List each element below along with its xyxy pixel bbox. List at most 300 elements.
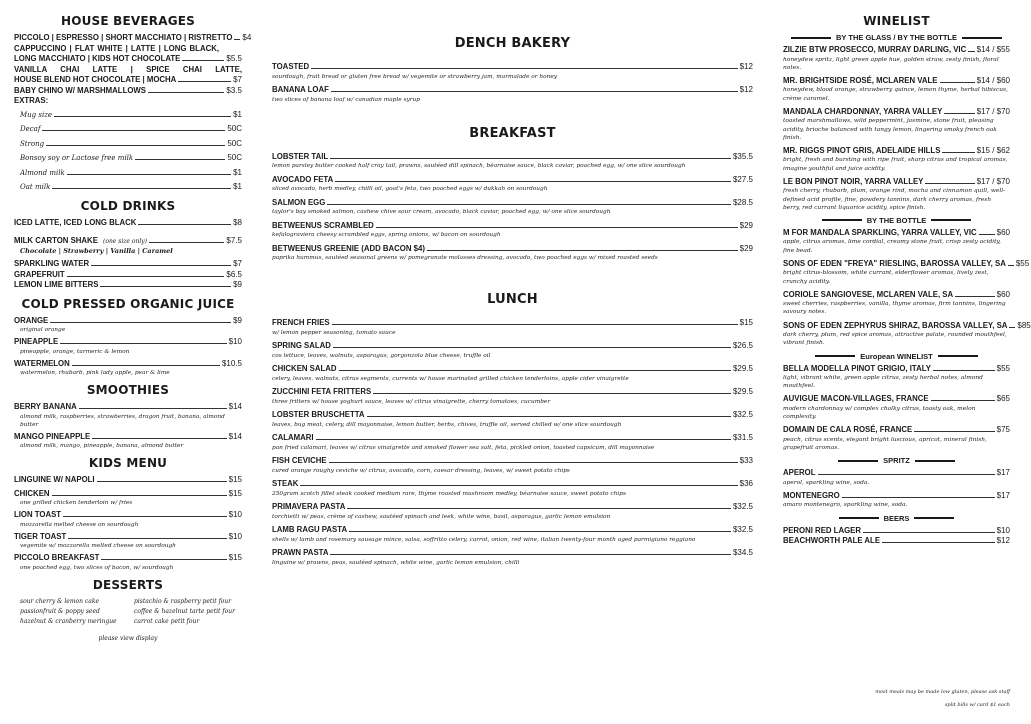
drink-item bbox=[783, 536, 1010, 547]
drink-item bbox=[783, 491, 1010, 510]
section-title: SMOOTHIES bbox=[86, 383, 170, 397]
leader-line bbox=[72, 365, 220, 366]
wine-item bbox=[783, 146, 1010, 173]
menu-item bbox=[272, 548, 753, 567]
menu-item bbox=[272, 479, 753, 498]
item-name: LAMB RAGU PASTA bbox=[272, 525, 348, 534]
leader-line bbox=[68, 538, 226, 539]
dessert-item: passionfruit & poppy seed bbox=[20, 607, 100, 615]
item-price: $14 / $60 bbox=[976, 75, 1010, 85]
leader-line bbox=[1008, 265, 1014, 266]
item-price: $17 / $70 bbox=[976, 106, 1010, 116]
extra-item bbox=[20, 139, 242, 150]
lunch-section bbox=[272, 292, 753, 567]
item-description: sourdough, fruit bread or gluten free bread w/ vegemite or strawberry jam, marmalade or honey bbox=[272, 73, 558, 80]
item-price: $55 bbox=[1015, 258, 1030, 268]
item-price: $15 bbox=[228, 475, 242, 484]
wine-item bbox=[783, 364, 1010, 391]
dessert-item: coffee & hazelnut tarte petit four bbox=[134, 607, 235, 615]
leader-line bbox=[367, 416, 731, 417]
item-name: MANGO PINEAPPLE bbox=[14, 431, 91, 441]
smoothies-section bbox=[14, 383, 242, 450]
wine-item bbox=[783, 425, 1010, 452]
leader-line bbox=[52, 188, 231, 189]
item-name: SPRING SALAD bbox=[272, 341, 331, 350]
leader-line bbox=[100, 286, 231, 287]
extra-name: Mug size bbox=[20, 110, 53, 119]
leader-line bbox=[818, 474, 995, 475]
item-description: lemon parsley butter cooked half cray tail, prawns, sautéed dill spinach, béarnaise sauce, black caviar, poached egg, w/ one slice sourdough bbox=[272, 163, 686, 169]
item-name: CHICKEN bbox=[14, 488, 50, 498]
item-price: $14 bbox=[228, 402, 242, 411]
item-price: $17 bbox=[996, 490, 1010, 500]
item-name: SONS OF EDEN "FREYA" RIESLING, BAROSSA VALLEY, SA bbox=[783, 258, 1006, 268]
item-name: BETWEENUS GREENIE (ADD BACON $4) bbox=[272, 243, 425, 253]
menu-item bbox=[14, 54, 242, 65]
item-description: shells w/ lamb and rosemary sausage mince, salsa, soffritto celery, carrot, onion, red wine, italian twenty-four month aged parmigiano reggiano bbox=[272, 536, 696, 543]
leader-line bbox=[968, 51, 974, 52]
wine-item bbox=[783, 290, 1010, 317]
section-title: HOUSE BEVERAGES bbox=[60, 14, 196, 28]
leader-line bbox=[944, 113, 974, 114]
item-price: $29 bbox=[739, 220, 753, 230]
item-name: LONG MACCHIATO | KIDS HOT CHOCOLATE bbox=[14, 54, 181, 63]
item-name: BABY CHINO W/ MARSHMALLOWS bbox=[14, 85, 146, 95]
item-description: pineapple, orange, turmeric & lemon bbox=[20, 348, 130, 355]
extra-name: Almond milk bbox=[20, 168, 65, 177]
menu-item bbox=[272, 387, 753, 406]
item-name: SONS OF EDEN ZEPHYRUS SHIRAZ, BAROSSA VALLEY, SA bbox=[783, 320, 1008, 330]
extra-price: 50C bbox=[227, 153, 242, 162]
item-name: CORIOLE SANGIOVESE, MCLAREN VALE, SA bbox=[783, 289, 954, 299]
item-name: ORANGE bbox=[14, 315, 49, 325]
item-name: ZUCCHINI FETA FRITTERS bbox=[272, 387, 372, 396]
menu-item bbox=[272, 221, 753, 240]
leader-line bbox=[427, 250, 738, 251]
leader-line bbox=[300, 485, 737, 486]
leader-line bbox=[882, 542, 995, 543]
dench-bakery-section bbox=[272, 36, 753, 104]
item-price: $9 bbox=[233, 280, 242, 289]
leader-line bbox=[54, 116, 231, 117]
item-name: ZILZIE BTW PROSECCO, MURRAY DARLING, VIC bbox=[783, 45, 967, 54]
item-price: $10 bbox=[228, 531, 242, 541]
leader-line bbox=[914, 431, 994, 432]
item-price: $35.5 bbox=[732, 151, 753, 161]
item-description: sliced avocado, herb medley, chilli oil, goat's feta, two poached eggs w/ dukkah on sourdough bbox=[272, 186, 548, 192]
extra-name: Bonsoy soy or Lactose free milk bbox=[20, 154, 134, 162]
leader-line bbox=[91, 265, 231, 266]
cold-pressed-juice-section bbox=[14, 297, 242, 378]
menu-item bbox=[14, 359, 242, 378]
leader-line bbox=[63, 516, 227, 517]
wine-item bbox=[783, 177, 1010, 212]
item-description: linguine w/ prawns, peas, sautéed spinach, white wine, garlic lemon emulsion, chilli bbox=[272, 559, 520, 566]
item-name: TIGER TOAST bbox=[14, 531, 67, 541]
menu-item bbox=[14, 280, 242, 291]
item-description: modern chardonnay w/ complex chalky citrus, toasty oak, melon complexity. bbox=[783, 405, 976, 421]
leader-line bbox=[101, 559, 226, 560]
middle-column bbox=[272, 14, 753, 571]
item-price: $26.5 bbox=[732, 341, 753, 350]
item-description: sweet cherries, raspberries, vanilla, thyme aromas, firm tannins, lingering savoury notes. bbox=[783, 301, 1006, 316]
leader-line bbox=[79, 408, 227, 409]
item-name: MONTENEGRO bbox=[783, 490, 840, 500]
extras-list bbox=[14, 110, 242, 193]
item-description: taylor's bay smoked salmon, cashew chive sour cream, avocado, black caviar, poached egg, w/ one slice sourdough bbox=[272, 209, 611, 215]
leader-line bbox=[60, 343, 226, 344]
item-name: ICED LATTE, ICED LONG BLACK bbox=[14, 217, 137, 227]
item-name: MR. BRIGHTSIDE ROSÉ, MCLAREN VALE bbox=[783, 75, 938, 85]
menu-item bbox=[14, 228, 242, 247]
section-title: COLD PRESSED ORGANIC JUICE bbox=[21, 296, 235, 311]
extra-item bbox=[20, 110, 242, 121]
item-price: $15 bbox=[228, 553, 242, 562]
item-description: three fritters w/ house yoghurt sauce, leaves w/ citrus vinaigrette, cherry tomatoes, cucumber bbox=[272, 398, 551, 405]
item-price: $15 / $62 bbox=[976, 145, 1010, 155]
leader-line bbox=[373, 393, 731, 394]
item-price: $32.5 bbox=[732, 410, 753, 419]
extra-price: $1 bbox=[233, 109, 242, 119]
leader-line bbox=[97, 481, 227, 482]
leader-line bbox=[42, 130, 225, 131]
subsection-heading: BY THE GLASS / BY THE BOTTLE bbox=[783, 33, 1010, 42]
leader-line bbox=[955, 296, 995, 297]
shake-flavours: Chocolate | Strawberry | Vanilla | Caramel bbox=[20, 247, 173, 255]
menu-item: CAPPUCCINO | FLAT WHITE | LATTE | LONG BLACK, bbox=[14, 43, 219, 53]
item-price: $60 bbox=[996, 227, 1010, 237]
menu-item bbox=[272, 85, 753, 104]
winelist-section bbox=[783, 14, 1031, 547]
menu-item bbox=[272, 341, 753, 360]
item-price: $14 bbox=[228, 431, 242, 441]
item-name: TOASTED bbox=[272, 62, 310, 71]
item-name: FISH CEVICHE bbox=[272, 456, 327, 465]
item-description: one grilled chicken tenderloin w/ fries bbox=[20, 500, 133, 506]
dessert-note: please view display bbox=[98, 634, 158, 642]
item-price: $15 bbox=[739, 318, 753, 327]
extra-item bbox=[20, 182, 242, 193]
item-price: $10 bbox=[228, 510, 242, 519]
item-price: $27.5 bbox=[732, 174, 753, 184]
item-name: AUVIGUE MACON-VILLAGES, FRANCE bbox=[783, 394, 929, 404]
leader-line bbox=[933, 370, 995, 371]
left-column bbox=[14, 14, 252, 642]
extra-name: Decaf bbox=[20, 125, 41, 133]
item-price: $12 bbox=[996, 536, 1010, 546]
dessert-item: pistachio & raspberry petit four bbox=[134, 597, 232, 605]
leader-line bbox=[148, 92, 224, 93]
leader-line bbox=[339, 370, 731, 371]
item-description: watermelon, rhubarb, pink lady apple, pear & lime bbox=[20, 370, 170, 376]
item-description: w/ lemon pepper seasoning, tomato sauce bbox=[272, 329, 396, 336]
menu-item bbox=[14, 33, 252, 44]
menu-item bbox=[14, 432, 242, 451]
leader-line bbox=[52, 495, 227, 496]
item-description: almond milk, raspberries, strawberries, dragon fruit, banana, almond butter bbox=[20, 413, 225, 428]
extra-item bbox=[20, 168, 242, 179]
item-price: $65 bbox=[996, 394, 1010, 404]
menu-item bbox=[272, 318, 753, 337]
extra-item bbox=[20, 153, 242, 164]
footnotes bbox=[875, 686, 1010, 712]
item-price: $7 bbox=[233, 259, 242, 268]
item-name: LION TOAST bbox=[14, 510, 62, 519]
wine-item bbox=[783, 394, 1010, 421]
extra-price: 50C bbox=[227, 138, 242, 148]
right-column bbox=[783, 14, 1031, 547]
menu-item bbox=[14, 510, 242, 529]
leader-line bbox=[135, 159, 225, 160]
leader-line bbox=[182, 60, 224, 61]
item-name: LE BON PINOT NOIR, YARRA VALLEY bbox=[783, 176, 924, 186]
item-description: aperol, sparkling wine, soda. bbox=[783, 479, 870, 486]
leader-line bbox=[50, 322, 231, 323]
item-price: $32.5 bbox=[732, 502, 753, 511]
item-name: BETWEENUS SCRAMBLED bbox=[272, 220, 374, 230]
menu-item bbox=[14, 532, 242, 551]
item-description: honeydew spritz, light green apple hue, golden straw, zesty finish, floral notes. bbox=[783, 56, 999, 71]
menu-item bbox=[14, 553, 242, 572]
item-description: 250gram scotch fillet steak cooked medium rare, thyme roasted mushroom medley, béarnaise sauce, sweet potato chips bbox=[272, 490, 626, 497]
wine-item bbox=[783, 258, 1030, 286]
leader-line bbox=[46, 145, 225, 146]
item-name: DOMAIN DE CALA ROSÉ, FRANCE bbox=[783, 425, 913, 435]
leader-line bbox=[332, 324, 738, 325]
dessert-item: hazelnut & cranberry meringue bbox=[20, 617, 117, 625]
item-price: $85 bbox=[1017, 320, 1031, 330]
extra-price: $1 bbox=[233, 167, 242, 177]
subsection-heading: BY THE BOTTLE bbox=[783, 216, 1010, 225]
item-name: PICCOLO | ESPRESSO | SHORT MACCHIATO | RISTRETTO bbox=[14, 33, 233, 42]
breakfast-section bbox=[272, 126, 753, 263]
leader-line bbox=[92, 438, 226, 439]
item-name: APEROL bbox=[783, 468, 816, 478]
menu-item bbox=[272, 175, 753, 194]
item-description: original orange bbox=[20, 327, 66, 333]
item-description: paprika hummus, sautéed seasonal greens w/ pomegranate molasses dressing, avocado, two poached eggs w/ mixed roasted seeds bbox=[272, 255, 658, 261]
leader-line bbox=[376, 227, 738, 228]
house-beverages-section bbox=[14, 14, 252, 193]
item-name: LINGUINE W/ NAPOLI bbox=[14, 475, 95, 484]
leader-line bbox=[178, 81, 231, 82]
item-name: WATERMELON bbox=[14, 358, 70, 368]
menu-item bbox=[272, 456, 753, 475]
menu-item bbox=[272, 433, 753, 452]
menu-item bbox=[14, 270, 242, 281]
item-price: $7 bbox=[233, 75, 242, 84]
item-note: (one size only) bbox=[102, 238, 148, 245]
leader-line bbox=[311, 68, 738, 69]
section-title: WINELIST bbox=[863, 14, 930, 28]
leader-line bbox=[234, 39, 240, 40]
item-description: vegemite w/ mozzarella melted cheese on sourdough bbox=[20, 543, 176, 549]
item-description: cos lettuce, leaves, walnuts, asparagus, gorgonzola blue cheese, truffle oil bbox=[272, 352, 491, 359]
subsection-heading: BEERS bbox=[783, 514, 1010, 523]
item-price: $29 bbox=[739, 243, 753, 253]
item-name: MANDALA CHARDONNAY, YARRA VALLEY bbox=[783, 106, 943, 116]
item-price: $15 bbox=[228, 488, 242, 498]
item-description: almond milk, mango, pineapple, banana, almond butter bbox=[20, 443, 184, 449]
leader-line bbox=[942, 152, 974, 153]
extra-price: $1 bbox=[233, 182, 242, 191]
item-price: $17 bbox=[996, 468, 1010, 478]
dessert-list bbox=[14, 597, 242, 627]
wine-item bbox=[783, 107, 1010, 142]
menu-item bbox=[272, 62, 753, 81]
item-description: torchietti w/ peas, crème of cashew, sautéed spinach and leek, white wine, basil, asparagus, garlic lemon emulsion bbox=[272, 513, 611, 520]
wine-item bbox=[783, 45, 1010, 72]
leader-line bbox=[327, 204, 731, 205]
item-price: $6.5 bbox=[226, 269, 242, 279]
menu-item bbox=[14, 316, 242, 335]
item-name: PRAWN PASTA bbox=[272, 548, 329, 557]
item-price: $28.5 bbox=[732, 197, 753, 207]
item-price: $60 bbox=[996, 289, 1010, 299]
menu-item bbox=[272, 525, 753, 544]
subsection-heading: SPRITZ bbox=[783, 456, 1010, 465]
menu-item bbox=[14, 475, 242, 486]
item-price: $33 bbox=[739, 456, 753, 465]
item-description: fresh cherry, rhubarb, plum, orange rind, mocha and cinnamon quill, well-defined acid profile, fine, powdery tannins, dark cherry aromas, fresh berry, red currant liquorice acidity, spice finish. bbox=[783, 188, 1006, 211]
item-price: $14 / $55 bbox=[976, 45, 1010, 54]
leader-line bbox=[347, 508, 731, 509]
menu-item bbox=[14, 259, 242, 270]
desserts-section bbox=[14, 578, 242, 642]
item-name: PRIMAVERA PASTA bbox=[272, 502, 346, 511]
section-title: COLD DRINKS bbox=[80, 198, 176, 213]
item-description: two slices of banana loaf w/ canadian maple syrup bbox=[272, 96, 420, 103]
footnote: most meals may be made low gluten, please ask staff bbox=[875, 689, 1010, 695]
item-description: bright, fresh and bursting with ripe fruit, sharp citrus and tropical aromas, imagine youthful and juice acidity. bbox=[783, 157, 1008, 172]
drink-item bbox=[783, 468, 1010, 487]
extra-price: 50C bbox=[227, 124, 242, 133]
extra-item bbox=[20, 124, 242, 135]
item-price: $4 bbox=[242, 33, 252, 42]
menu-item: VANILLA CHAI LATTE | SPICE CHAI LATTE, bbox=[14, 64, 242, 74]
item-price: $12 bbox=[739, 62, 753, 71]
footnote: split bills w/ card $1 each bbox=[944, 702, 1010, 708]
item-description: peach, citrus scents, elegant bright luscious, apricot, mineral finish, grapefruit aromas. bbox=[783, 436, 987, 452]
leader-line bbox=[331, 91, 738, 92]
item-name: CHICKEN SALAD bbox=[272, 364, 337, 373]
item-price: $32.5 bbox=[732, 525, 753, 534]
item-description: one poached egg, two slices of bacon, w/ sourdough bbox=[20, 564, 174, 571]
leader-line bbox=[67, 174, 231, 175]
item-price: $29.5 bbox=[732, 387, 753, 396]
item-name: PINEAPPLE bbox=[14, 337, 59, 346]
cold-drinks-section bbox=[14, 199, 242, 291]
wine-item bbox=[783, 228, 1010, 255]
item-name: GRAPEFRUIT bbox=[14, 269, 65, 279]
leader-line bbox=[330, 158, 731, 159]
item-price: $8 bbox=[233, 217, 242, 227]
leader-line bbox=[330, 554, 731, 555]
item-name: MR. RIGGS PINOT GRIS, ADELAIDE HILLS bbox=[783, 145, 941, 155]
menu-item bbox=[272, 410, 753, 429]
item-description: honeydew, blood orange, strawberry quince, lemon thyme, herbal hibiscus, crème caramel. bbox=[783, 87, 1008, 102]
leader-line bbox=[333, 347, 731, 348]
section-title: LUNCH bbox=[487, 292, 538, 307]
item-name: SALMON EGG bbox=[272, 197, 326, 207]
item-name: M FOR MANDALA SPARKLING, YARRA VALLEY, VIC bbox=[783, 227, 977, 237]
item-price: $10.5 bbox=[221, 358, 242, 368]
leader-line bbox=[940, 82, 975, 83]
subsection-heading: European WINELIST bbox=[783, 352, 1010, 361]
leader-line bbox=[842, 497, 995, 498]
item-price: $10 bbox=[996, 525, 1010, 535]
dessert-item: sour cherry & lemon cake bbox=[20, 597, 100, 605]
extras-label: EXTRAS: bbox=[14, 96, 49, 105]
section-title: DESSERTS bbox=[92, 577, 164, 592]
item-price: $75 bbox=[996, 425, 1010, 435]
item-name: PERONI RED LAGER bbox=[783, 525, 861, 535]
menu-item bbox=[14, 75, 242, 86]
item-name: PICCOLO BREAKFAST bbox=[14, 553, 100, 562]
item-description: kefalograviera cheesy scrambled eggs, spring onions, w/ bacon on sourdough bbox=[272, 232, 501, 238]
extra-name: Strong bbox=[20, 139, 45, 148]
item-name: BEACHWORTH PALE ALE bbox=[783, 536, 881, 546]
menu-item bbox=[272, 364, 753, 383]
item-name: STEAK bbox=[272, 479, 299, 488]
menu-item bbox=[272, 198, 753, 217]
leader-line bbox=[863, 532, 995, 533]
leader-line bbox=[979, 234, 995, 235]
item-name: BERRY BANANA bbox=[14, 402, 77, 411]
section-title: BREAKFAST bbox=[469, 125, 556, 141]
menu-item bbox=[14, 86, 242, 97]
item-price: $7.5 bbox=[226, 236, 242, 245]
leader-line bbox=[925, 183, 974, 184]
item-description: celery, leaves, walnuts, citrus segments, currents w/ house marinated grilled chicken tenderloins, apple cider vinaigrette bbox=[272, 375, 629, 382]
leader-line bbox=[931, 400, 995, 401]
item-price: $12 bbox=[739, 85, 753, 94]
item-description: leaves, bug meat, celery, dill mayonnaise, lemon butter, herbs, chives, truffle oil, served chilled w/ one slice sourdough bbox=[272, 421, 622, 428]
menu-item bbox=[14, 337, 242, 356]
leader-line bbox=[1009, 327, 1015, 328]
leader-line bbox=[316, 439, 731, 440]
section-title: KIDS MENU bbox=[88, 456, 168, 470]
wine-item bbox=[783, 320, 1031, 348]
item-name: LOBSTER BRUSCHETTA bbox=[272, 410, 365, 419]
item-price: $29.5 bbox=[732, 364, 753, 373]
menu-item bbox=[14, 489, 242, 508]
item-description: dark cherry, plum, red spice aromas, attractive palate, rounded mouthfeel, vibrant finish. bbox=[783, 332, 1007, 347]
item-price: $9 bbox=[233, 315, 242, 325]
item-price: $55 bbox=[996, 363, 1010, 373]
item-name: BELLA MODELLA PINOT GRIGIO, ITALY bbox=[783, 363, 931, 373]
item-price: $10 bbox=[228, 337, 242, 346]
kids-menu-section bbox=[14, 456, 242, 572]
leader-line bbox=[67, 276, 225, 277]
menu-item bbox=[14, 402, 242, 429]
item-name: AVOCADO FETA bbox=[272, 174, 334, 184]
item-price: $3.5 bbox=[226, 85, 242, 95]
item-description: pan fried calamari, leaves w/ citrus vinaigrette and smoked flower sea salt, feta, pickled onion, toasted capsicum, dill mayonnaise bbox=[272, 444, 655, 451]
item-price: $17 / $70 bbox=[976, 176, 1010, 186]
item-name: LOBSTER TAIL bbox=[272, 151, 329, 161]
drink-item bbox=[783, 526, 1010, 537]
leader-line bbox=[138, 224, 231, 225]
item-description: amaro montenegro, sparkling wine, soda. bbox=[783, 502, 908, 509]
item-description: toasted marshmallows, wild peppermint, jasmine, stone fruit, pleasing acidity, brioche balanced with tangy lemon, lingering smoky french oak finish. bbox=[783, 118, 997, 141]
leader-line bbox=[349, 531, 731, 532]
section-title: DENCH BAKERY bbox=[454, 36, 571, 51]
item-description: apple, citrus aromas, lime cordial, creamy stone fruit, crisp zesty acidity, fine bead. bbox=[783, 239, 1001, 254]
item-name: CALAMARI bbox=[272, 433, 314, 442]
item-name: BANANA LOAF bbox=[272, 85, 329, 94]
item-price: $34.5 bbox=[732, 548, 753, 557]
